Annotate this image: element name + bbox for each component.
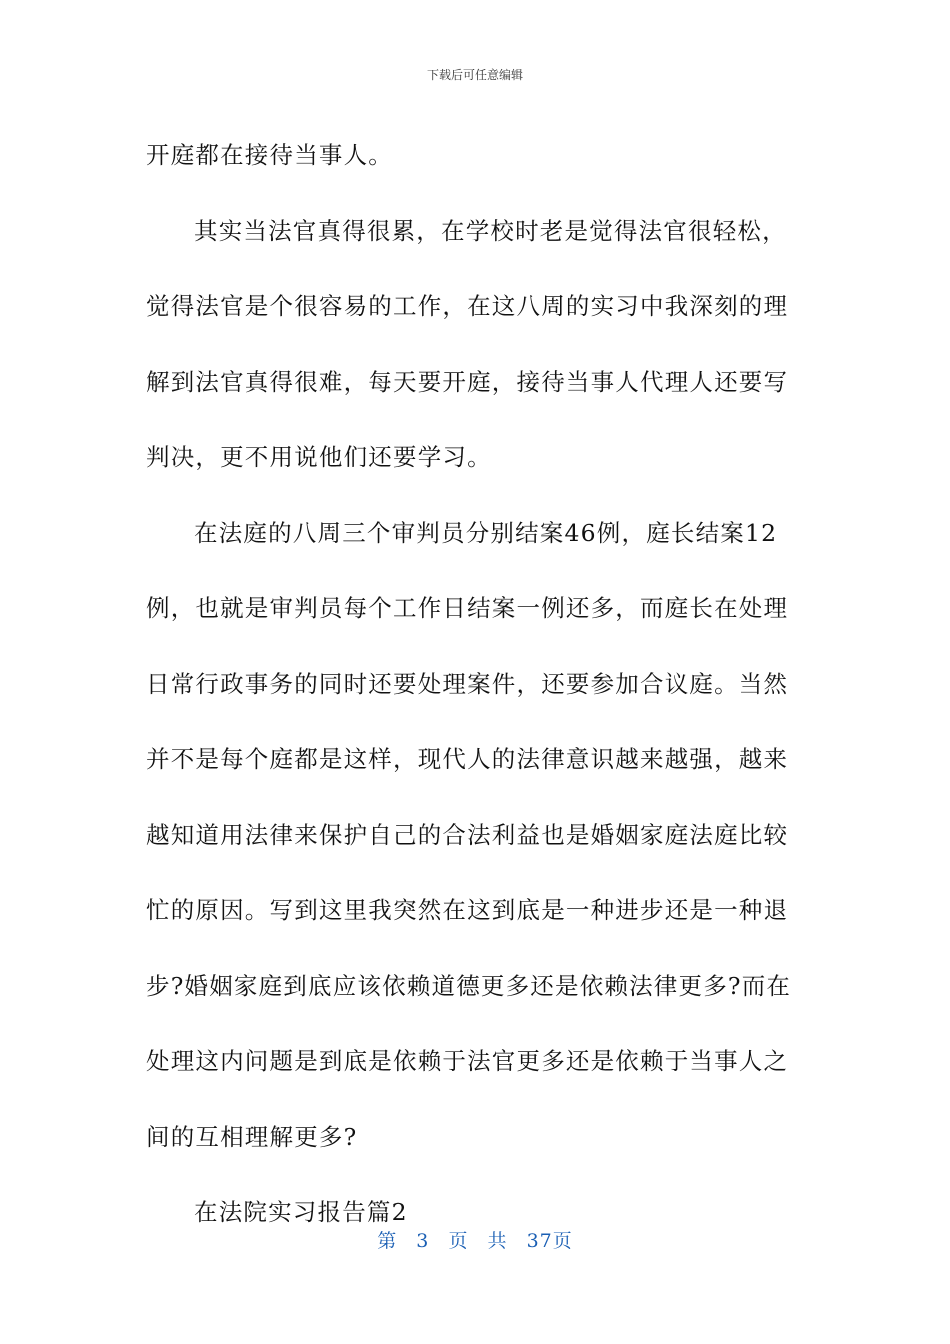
footer-ye: 页 bbox=[448, 1230, 469, 1252]
paragraph: 在法庭的八周三个审判员分别结案46例，庭长结案12例，也就是审判员每个工作日结案一例还多，而庭长在处理日常行政事务的同时还要处理案件，还要参加合议庭。当然并不是每个庭都是这样，现代人的法律意识越来越强，越来越知道用法律来保护自己的合法利益也是婚姻家庭法庭比较忙的原因。写到这里我突然在这到底是一种进步还是一种退步?婚姻家庭到底应该依赖道德更多还是依赖法律更多?而在处理这内问题是到底是依赖于法官更多还是依赖于当事人之间的互相理解更多? bbox=[146, 518, 792, 1151]
page-header: 下载后可任意编辑 bbox=[426, 68, 523, 82]
paragraph: 其实当法官真得很累，在学校时老是觉得法官很轻松，觉得法官是个很容易的工作，在这八周的实习中我深刻的理解到法官真得很难，每天要开庭，接待当事人代理人还要写判决，更不用说他们还要学习。 bbox=[146, 216, 789, 471]
footer-gong: 共 bbox=[487, 1230, 508, 1252]
paragraph: 开庭都在接待当事人。 bbox=[146, 141, 393, 169]
footer-page-number: 3 bbox=[416, 1230, 430, 1252]
page-footer bbox=[0, 1226, 950, 1253]
section-heading: 在法院实习报告篇2 bbox=[194, 1198, 408, 1226]
document-body bbox=[146, 118, 806, 1251]
footer-di: 第 bbox=[377, 1230, 398, 1252]
footer-total-pages: 37页 bbox=[526, 1230, 573, 1252]
